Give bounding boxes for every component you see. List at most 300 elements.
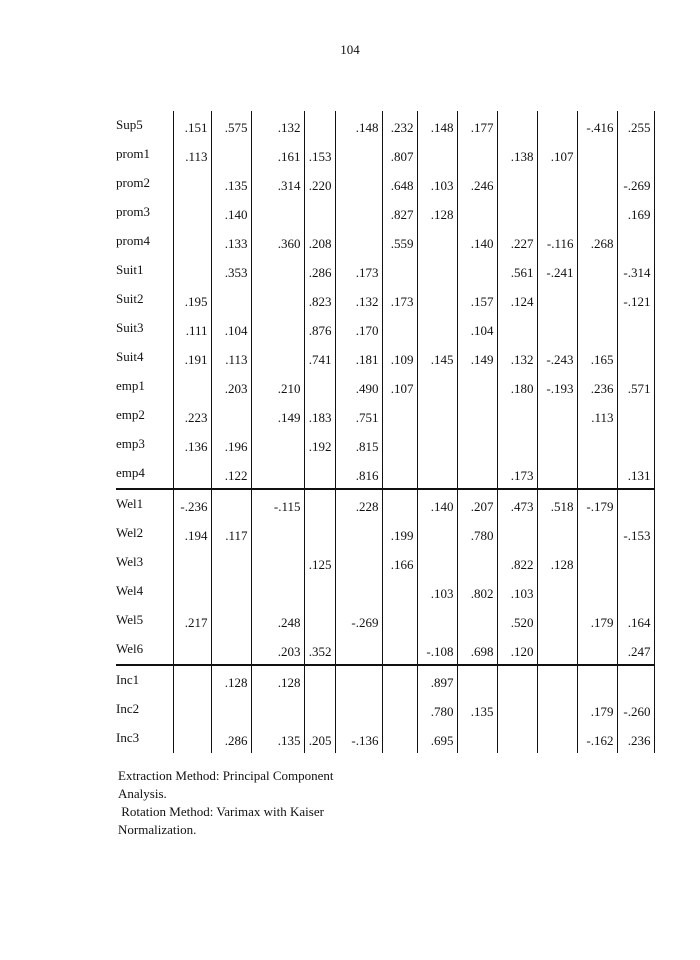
loading-cell xyxy=(617,489,654,519)
loading-cell xyxy=(457,372,497,401)
loading-cell xyxy=(537,635,577,665)
loading-cell xyxy=(417,519,457,548)
loading-cell xyxy=(577,430,617,459)
loading-cell: .173 xyxy=(497,459,537,489)
loading-cell xyxy=(173,459,211,489)
table-row xyxy=(116,169,654,198)
loading-cell: .827 xyxy=(382,198,417,227)
loading-cell: .575 xyxy=(211,111,251,140)
loading-cell xyxy=(417,606,457,635)
loading-cell: -.153 xyxy=(617,519,654,548)
loading-cell: .698 xyxy=(457,635,497,665)
loading-cell xyxy=(537,665,577,695)
loading-cell: .169 xyxy=(617,198,654,227)
loading-cell: .103 xyxy=(417,577,457,606)
footnote-extraction-cont: Analysis. xyxy=(118,786,167,801)
row-label: Suit3 xyxy=(116,314,173,343)
table-row xyxy=(116,227,654,256)
loading-cell: .897 xyxy=(417,665,457,695)
row-label: Suit1 xyxy=(116,256,173,285)
loading-cell xyxy=(417,459,457,489)
loading-cell: .180 xyxy=(497,372,537,401)
loading-cell: .314 xyxy=(251,169,304,198)
table-footnote xyxy=(118,767,418,839)
loading-cell: .104 xyxy=(457,314,497,343)
loading-cell: .191 xyxy=(173,343,211,372)
loading-cell xyxy=(382,401,417,430)
loading-cell: .161 xyxy=(251,140,304,169)
loading-cell: .173 xyxy=(335,256,382,285)
table-row xyxy=(116,489,654,519)
table-row xyxy=(116,606,654,635)
loading-cell xyxy=(537,169,577,198)
loading-cell: .132 xyxy=(251,111,304,140)
row-label: Wel6 xyxy=(116,635,173,665)
loading-cell: .232 xyxy=(382,111,417,140)
loading-cell xyxy=(417,256,457,285)
loading-cell: .208 xyxy=(304,227,335,256)
loading-cell: -.269 xyxy=(335,606,382,635)
loading-cell: .559 xyxy=(382,227,417,256)
loading-cell: .228 xyxy=(335,489,382,519)
loading-cell: .122 xyxy=(211,459,251,489)
loading-cell xyxy=(417,227,457,256)
loading-cell: .223 xyxy=(173,401,211,430)
footnote-rotation-cont: Normalization. xyxy=(118,822,197,837)
loading-cell: .140 xyxy=(457,227,497,256)
loading-cell xyxy=(251,198,304,227)
loading-cell xyxy=(304,665,335,695)
loading-cell xyxy=(173,724,211,753)
loading-cell xyxy=(211,577,251,606)
loading-cell xyxy=(251,548,304,577)
loading-cell xyxy=(497,695,537,724)
loading-cell: .140 xyxy=(417,489,457,519)
loading-cell xyxy=(335,140,382,169)
loading-cell: .131 xyxy=(617,459,654,489)
table-row xyxy=(116,343,654,372)
loading-cell xyxy=(457,548,497,577)
loading-cell xyxy=(304,198,335,227)
row-label: prom1 xyxy=(116,140,173,169)
loading-cell xyxy=(617,548,654,577)
loading-cell xyxy=(457,140,497,169)
loading-cell: .561 xyxy=(497,256,537,285)
loading-cell xyxy=(335,635,382,665)
loading-cell xyxy=(382,665,417,695)
loading-cell: .128 xyxy=(417,198,457,227)
table-row xyxy=(116,548,654,577)
loading-cell xyxy=(537,430,577,459)
loading-cell xyxy=(577,169,617,198)
loading-cell xyxy=(211,140,251,169)
loading-cell: .473 xyxy=(497,489,537,519)
loading-cell: .195 xyxy=(173,285,211,314)
loading-cell xyxy=(497,198,537,227)
loading-cell: .236 xyxy=(577,372,617,401)
loading-cell: .192 xyxy=(304,430,335,459)
loading-cell xyxy=(382,459,417,489)
footnote-rotation: Rotation Method: Varimax with Kaiser xyxy=(118,804,324,819)
loading-cell: .751 xyxy=(335,401,382,430)
loading-cell xyxy=(173,665,211,695)
row-label: emp1 xyxy=(116,372,173,401)
loading-cell: .823 xyxy=(304,285,335,314)
loading-cell: .138 xyxy=(497,140,537,169)
loading-cell xyxy=(577,665,617,695)
loading-cell xyxy=(335,548,382,577)
loading-cell: .194 xyxy=(173,519,211,548)
loading-cell: .210 xyxy=(251,372,304,401)
loading-cell xyxy=(577,459,617,489)
loading-cell: .807 xyxy=(382,140,417,169)
loading-cell xyxy=(211,489,251,519)
loading-cell: .125 xyxy=(304,548,335,577)
loading-cell: .117 xyxy=(211,519,251,548)
loading-cell: .170 xyxy=(335,314,382,343)
loading-cell xyxy=(335,519,382,548)
row-label: Wel4 xyxy=(116,577,173,606)
loading-cell: .247 xyxy=(617,635,654,665)
loading-cell xyxy=(304,519,335,548)
loading-cell xyxy=(617,140,654,169)
loading-cell xyxy=(497,314,537,343)
loading-cell xyxy=(417,430,457,459)
loading-cell: .816 xyxy=(335,459,382,489)
loading-cell: .236 xyxy=(617,724,654,753)
component-loadings-table xyxy=(116,111,655,753)
loading-cell xyxy=(417,372,457,401)
loading-cell xyxy=(251,343,304,372)
loading-cell: .103 xyxy=(497,577,537,606)
row-label: Inc2 xyxy=(116,695,173,724)
loading-cell xyxy=(382,430,417,459)
loading-cell xyxy=(382,724,417,753)
loading-cell xyxy=(537,519,577,548)
loading-cell xyxy=(497,665,537,695)
loading-cell: .165 xyxy=(577,343,617,372)
loading-cell xyxy=(537,695,577,724)
loading-cell xyxy=(617,430,654,459)
table-row xyxy=(116,724,654,753)
loading-cell xyxy=(537,285,577,314)
loading-cell xyxy=(304,489,335,519)
loading-cell xyxy=(251,430,304,459)
loading-cell xyxy=(577,198,617,227)
loading-cell: .120 xyxy=(497,635,537,665)
loading-cell: .181 xyxy=(335,343,382,372)
loading-cell xyxy=(211,606,251,635)
loading-cell: .246 xyxy=(457,169,497,198)
loading-cell xyxy=(457,724,497,753)
loading-cell xyxy=(173,695,211,724)
loading-cell: .518 xyxy=(537,489,577,519)
loading-cell: .815 xyxy=(335,430,382,459)
loading-cell xyxy=(304,606,335,635)
table-row xyxy=(116,430,654,459)
loading-cell xyxy=(457,401,497,430)
loading-cell: .179 xyxy=(577,606,617,635)
row-label: Wel1 xyxy=(116,489,173,519)
loading-cell: .780 xyxy=(457,519,497,548)
table-row xyxy=(116,285,654,314)
loading-cell: .173 xyxy=(382,285,417,314)
loading-cell: .148 xyxy=(335,111,382,140)
loading-cell xyxy=(417,285,457,314)
loading-cell xyxy=(382,635,417,665)
loading-cell xyxy=(251,577,304,606)
table-row xyxy=(116,519,654,548)
row-label: Sup5 xyxy=(116,111,173,140)
loading-cell: .802 xyxy=(457,577,497,606)
loading-cell xyxy=(173,198,211,227)
loading-cell xyxy=(304,695,335,724)
loading-cell xyxy=(251,519,304,548)
row-label: Suit2 xyxy=(116,285,173,314)
loading-cell: -.193 xyxy=(537,372,577,401)
loading-cell xyxy=(577,635,617,665)
loading-cell: .133 xyxy=(211,227,251,256)
loading-cell: .352 xyxy=(304,635,335,665)
loading-cell: .124 xyxy=(497,285,537,314)
loading-cell xyxy=(173,372,211,401)
loading-cell xyxy=(417,401,457,430)
loading-cell: .360 xyxy=(251,227,304,256)
rotated-component-matrix xyxy=(116,111,655,753)
loading-cell xyxy=(417,140,457,169)
loading-cell xyxy=(417,314,457,343)
loading-cell: .135 xyxy=(211,169,251,198)
loading-cell: .132 xyxy=(497,343,537,372)
row-label: prom3 xyxy=(116,198,173,227)
loading-cell xyxy=(537,577,577,606)
row-label: Suit4 xyxy=(116,343,173,372)
table-row xyxy=(116,635,654,665)
loading-cell xyxy=(617,343,654,372)
row-label: emp4 xyxy=(116,459,173,489)
table-row xyxy=(116,577,654,606)
loading-cell xyxy=(251,256,304,285)
loading-cell xyxy=(173,227,211,256)
loading-cell xyxy=(382,695,417,724)
loading-cell xyxy=(335,695,382,724)
loading-cell: .109 xyxy=(382,343,417,372)
loading-cell: .107 xyxy=(537,140,577,169)
loading-cell: .104 xyxy=(211,314,251,343)
loading-cell: -.269 xyxy=(617,169,654,198)
loading-cell: .179 xyxy=(577,695,617,724)
loading-cell: .203 xyxy=(211,372,251,401)
loading-cell xyxy=(577,140,617,169)
loading-cell: .220 xyxy=(304,169,335,198)
loading-cell xyxy=(577,314,617,343)
loading-cell: .286 xyxy=(211,724,251,753)
row-label: Inc1 xyxy=(116,665,173,695)
loading-cell xyxy=(335,227,382,256)
loading-cell: -.162 xyxy=(577,724,617,753)
loading-cell xyxy=(382,314,417,343)
loading-cell: .149 xyxy=(457,343,497,372)
loading-cell: -.115 xyxy=(251,489,304,519)
row-label: Inc3 xyxy=(116,724,173,753)
loading-cell: .205 xyxy=(304,724,335,753)
loading-cell: .248 xyxy=(251,606,304,635)
loading-cell: -.243 xyxy=(537,343,577,372)
loading-cell xyxy=(617,227,654,256)
loading-cell: .113 xyxy=(211,343,251,372)
loading-cell: .145 xyxy=(417,343,457,372)
loading-cell: .490 xyxy=(335,372,382,401)
loading-cell xyxy=(497,430,537,459)
loading-cell: -.416 xyxy=(577,111,617,140)
loading-cell xyxy=(617,665,654,695)
row-label: emp3 xyxy=(116,430,173,459)
loading-cell: -.136 xyxy=(335,724,382,753)
loading-cell: .217 xyxy=(173,606,211,635)
page-number: 104 xyxy=(340,42,360,57)
table-row xyxy=(116,695,654,724)
loading-cell: .135 xyxy=(457,695,497,724)
loading-cell: .183 xyxy=(304,401,335,430)
loading-cell: -.236 xyxy=(173,489,211,519)
loading-cell: .196 xyxy=(211,430,251,459)
loading-cell: -.241 xyxy=(537,256,577,285)
loading-cell xyxy=(457,606,497,635)
loading-cell xyxy=(497,111,537,140)
loading-cell xyxy=(617,577,654,606)
loading-cell: .695 xyxy=(417,724,457,753)
row-label: emp2 xyxy=(116,401,173,430)
loading-cell: .353 xyxy=(211,256,251,285)
loading-cell xyxy=(577,519,617,548)
loading-cell xyxy=(251,695,304,724)
loading-cell xyxy=(335,665,382,695)
loading-cell xyxy=(211,548,251,577)
loading-cell: .199 xyxy=(382,519,417,548)
loading-cell xyxy=(537,111,577,140)
loading-cell xyxy=(617,314,654,343)
loading-cell: .103 xyxy=(417,169,457,198)
loading-cell xyxy=(382,577,417,606)
loading-cell xyxy=(577,285,617,314)
loading-cell: .136 xyxy=(173,430,211,459)
loading-cell xyxy=(304,459,335,489)
table-row xyxy=(116,372,654,401)
loading-cell xyxy=(382,489,417,519)
loading-cell: .149 xyxy=(251,401,304,430)
loading-cell: .128 xyxy=(537,548,577,577)
table-body xyxy=(116,111,654,753)
loading-cell: .255 xyxy=(617,111,654,140)
loading-cell: .135 xyxy=(251,724,304,753)
loading-cell: .132 xyxy=(335,285,382,314)
table-row xyxy=(116,459,654,489)
loading-cell xyxy=(335,169,382,198)
loading-cell xyxy=(211,401,251,430)
loading-cell xyxy=(335,198,382,227)
loading-cell xyxy=(382,606,417,635)
loading-cell: .164 xyxy=(617,606,654,635)
loading-cell xyxy=(173,635,211,665)
loading-cell: -.314 xyxy=(617,256,654,285)
loading-cell xyxy=(537,606,577,635)
loading-cell: .128 xyxy=(211,665,251,695)
loading-cell xyxy=(173,256,211,285)
loading-cell: .780 xyxy=(417,695,457,724)
loading-cell xyxy=(497,169,537,198)
loading-cell: .741 xyxy=(304,343,335,372)
loading-cell: .227 xyxy=(497,227,537,256)
table-row xyxy=(116,665,654,695)
loading-cell xyxy=(382,256,417,285)
loading-cell xyxy=(173,169,211,198)
loading-cell: -.179 xyxy=(577,489,617,519)
loading-cell xyxy=(497,401,537,430)
row-label: Wel2 xyxy=(116,519,173,548)
loading-cell: .128 xyxy=(251,665,304,695)
row-label: Wel5 xyxy=(116,606,173,635)
loading-cell: .140 xyxy=(211,198,251,227)
loading-cell: .876 xyxy=(304,314,335,343)
loading-cell xyxy=(537,724,577,753)
loading-cell: .113 xyxy=(577,401,617,430)
row-label: Wel3 xyxy=(116,548,173,577)
loading-cell: .166 xyxy=(382,548,417,577)
table-row xyxy=(116,111,654,140)
loading-cell xyxy=(211,695,251,724)
table-row xyxy=(116,256,654,285)
loading-cell: .107 xyxy=(382,372,417,401)
loading-cell xyxy=(457,665,497,695)
loading-cell xyxy=(304,577,335,606)
loading-cell: -.108 xyxy=(417,635,457,665)
loading-cell: .520 xyxy=(497,606,537,635)
loading-cell xyxy=(497,724,537,753)
loading-cell xyxy=(457,430,497,459)
loading-cell xyxy=(251,285,304,314)
loading-cell: -.260 xyxy=(617,695,654,724)
loading-cell: -.121 xyxy=(617,285,654,314)
table-row xyxy=(116,198,654,227)
loading-cell: .207 xyxy=(457,489,497,519)
loading-cell: .157 xyxy=(457,285,497,314)
loading-cell xyxy=(304,372,335,401)
loading-cell: -.116 xyxy=(537,227,577,256)
loading-cell: .148 xyxy=(417,111,457,140)
footnote-extraction: Extraction Method: Principal Component xyxy=(118,768,334,783)
table-row xyxy=(116,401,654,430)
loading-cell: .268 xyxy=(577,227,617,256)
loading-cell xyxy=(304,111,335,140)
loading-cell xyxy=(251,314,304,343)
loading-cell xyxy=(417,548,457,577)
loading-cell xyxy=(537,459,577,489)
loading-cell xyxy=(457,198,497,227)
loading-cell xyxy=(173,548,211,577)
loading-cell xyxy=(173,577,211,606)
loading-cell: .648 xyxy=(382,169,417,198)
loading-cell xyxy=(577,548,617,577)
loading-cell: .177 xyxy=(457,111,497,140)
loading-cell xyxy=(211,285,251,314)
table-row xyxy=(116,314,654,343)
loading-cell xyxy=(537,198,577,227)
loading-cell xyxy=(457,459,497,489)
loading-cell xyxy=(577,256,617,285)
loading-cell xyxy=(537,314,577,343)
table-row xyxy=(116,140,654,169)
loading-cell xyxy=(335,577,382,606)
